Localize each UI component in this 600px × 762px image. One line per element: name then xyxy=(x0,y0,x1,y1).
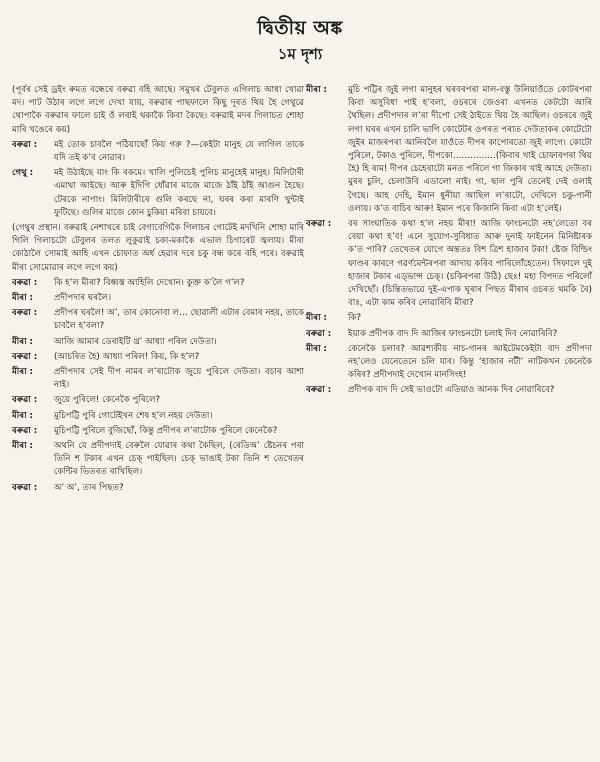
dialogue-line xyxy=(12,425,304,438)
speaker-name: বৰুৱা : xyxy=(12,395,38,406)
stage-direction-text: (গেথুৰ প্ৰস্থান। বৰুৱাই নেশাখৰে চাই বেগাবেগিকৈ গিলাচৰ গোটেই মদখিনি শোহা মাৰি গিলি গিলাচটো টেবুলৰ তলত লুকুৱাই চকা-মকাকৈ এভাল চিগাৰেট জ্বলায়। মীৰা কোঠালৈ সোমাই আহি এখন চোফাত অৰ্ধ হেৱাৰ দৰে চকু বন্ধ কৰে বহি পৰে। বৰুৱাই মীৰা সোমোৱাৰ লগে লগে কয়) xyxy=(12,223,304,273)
dialogue-line xyxy=(12,139,304,165)
dialogue-line xyxy=(306,343,592,383)
speaker-name: বৰুৱা : xyxy=(12,277,38,288)
dialogue-line xyxy=(12,394,304,407)
dialogue-text: মুচিপট্টি পুৰি গোটেইখন শেষ হ’ল নহয় দেউতা। xyxy=(54,410,213,421)
speaker-name: মীৰা : xyxy=(12,293,33,304)
dialogue-line xyxy=(12,292,304,305)
dialogue-text: মুচি পট্টিৰ জুই লগা মানুহৰ ঘৰবৰপৰা মাল-বস্তু উলিয়াওঁতে কোটৰপৰা কিবা অসুবিধা পাই হ’বলা, ওচৰৰে জেওৰা এখনত কেটটো আৰি থৈছিল। প্ৰদীপদাৰ ল’ৰা দীপো সেই ঠাইতে থিয় হৈ আছিল। ওচৰৰে জুই লগা ঘৰৰ এখন চালি ভাগি কোটেটৰ ওপৰত পৰাত দেউতাকৰ কোটেটো জুইৰ মাজৰপৰা আনিবলৈ যাওঁতে দীপৰ কাপোৰতো জুই লাগে। কোটো পুৰিলে, টকাও পুৰিলে, দীপকো……………(কিবাৰ খাই চোফাৰপৰা থিয় হৈ) হি ৰাম! দীপৰ চেহেৰাটো মনত পৰিলে গা জিকাৰ খাই আহে দেউতা। মুৰৰ চুলি, চেলাউবি এডালো নাই। গা, ছাল পুৰি তেনেই দেই ওলাই গৈছে। আহ দেহি, ইমান ধুনীয়া আছিল ল’ৰাটো, দেখিলে চকু-পানী ওলায়। ক’ত বাচিব আৰু! ইমান পৰে কিজানি কিবা এটা হ’লেই। xyxy=(348,85,592,214)
dialogue-text: কি হ’ল মীৰা? বিধ্বস্ত আহিলি দেখোন। কুক্ত ক’লৈ গ’ল? xyxy=(54,277,245,288)
dialogue-text: ইয়াক প্ৰদীপক বাদ দি আজিৰ ফাংচনটো চলাই দিব নোৱাৰিবি? xyxy=(348,328,558,339)
dialogue-text: বৰ সাংঘাতিক কথা হ’ল নহয় মীৰা! আজি ফাংচনটো নহ’লেতো বৰ বেয়া কথা হ’ব! এনে সুযোগ-সুবিধাত আৰু দুনাই ফাইনেন মিনিষ্টাৰক ক’ত পাবি? তেখেতৰ যোগে অন্ততঃ বিশ ত্ৰিশ হাজাৰ টকা! ষ্টেজ বিল্ডিং ফাণ্ডৰ কাৰণে গৱৰ্ণমেন্টৰপৰা আদায় কৰিব পাৰিলোঁহেতেন। সিফালে দুই হাজাৰ টকাৰ এড্ভান্স চেক্। (চকিৰপৰা উঠি) ছেঃ! মহা বিপদত পৰিলোঁ দেখিছোঁ। (চিন্তিতভাৱে দুই-এপাক ঘূৰাৰ পিছত মীৰাৰ ওচৰত থমকি ৰৈ) বাঃ, এটা কাম কৰিব নোৱাৰিবি মীৰা? xyxy=(348,219,592,309)
dialogue-text: প্ৰদীপদাৰ সেই দীপ নামৰ ল’ৰাটোক জুয়ে পুৰিলে দেউতা। বচাৰ আশা নাই। xyxy=(54,367,304,391)
dialogue-text: অথনি যে প্ৰদীপদাই বেৰুলৈ যোৱাৰ কথা কৈছিল, (ৰেডিঅ’ ষ্টেচনৰ পৰা তিনি শ টকাৰ এখন চেক্ পাইছিল। চেক্ ভাঙাই টকা তিনি শ তেখেতৰ কেন্টিৰ ভিতৰত ৰাখিছিল। xyxy=(54,441,304,478)
dialogue-text: আজি আমাৰ ডেৰাইটি খ্ৰ’ আধ্যা পৰিল দেউতা। xyxy=(54,336,217,347)
speaker-name: মীৰা : xyxy=(306,313,327,324)
dialogue-text: মুচিপট্টি পুৰিলে বুজিছোঁ, কিন্তু প্ৰদীপৰ ল’ৰাটোক পুৰিলে কেনেকৈ? xyxy=(54,425,278,436)
dialogue-text: মই উঠাইছে যাং কি ৰকমে। খালি পুলিচেই পুলিচ মানুহেই মানুহ। মিলিটাৰী এমাথা আইছে। আৰু ইদিগি ধোঁৱাৰ মাজে মাজে ঠাঁই ঠাঁই আগুন হৈছে। টেৰকে নাপাং। মিলিটাৰীৰে গুলি কৰছে না, ঘৰৰ কৰা মাৰণি খুন্টাই ফুটিছে। গুলিৰ মাজে কোন চুকিয়া মৰিবা চায়বে। xyxy=(54,168,304,218)
dialogue-line xyxy=(12,277,304,290)
speaker-name: বৰুৱা : xyxy=(12,139,38,150)
dialogue-text: প্ৰদীপৰ ঘৰলৈ! অ’, তাৰ কোনোবা ল… ছোৱালী এটাৰ বেমাৰ নহয়, তাকে চাবলৈ হ’বলা? xyxy=(54,308,304,332)
left-column xyxy=(12,84,304,497)
speaker-name: মীৰা : xyxy=(306,343,327,354)
dialogue-line xyxy=(306,384,592,397)
speaker-name: গেথু : xyxy=(12,168,34,179)
speaker-name: মীৰা : xyxy=(12,336,33,347)
dialogue-line xyxy=(12,336,304,349)
speaker-name: মীৰা : xyxy=(12,410,33,421)
speaker-name: বৰুৱা : xyxy=(12,425,38,436)
scene-title: ১ম দৃশ্য xyxy=(277,45,323,63)
stage-direction xyxy=(12,84,304,137)
dialogue-text: (আচৰিত হৈ) আধ্যা পৰিল! কিয়, কি হ’ল? xyxy=(54,351,200,362)
speaker-name: বৰুৱা : xyxy=(306,385,332,396)
speaker-name: বৰুৱা : xyxy=(12,482,38,493)
dialogue-text: প্ৰদীপক বাদ দি সেই ভাওটো এতিয়াও আনক দিব নোৱাৰিবে? xyxy=(348,385,555,396)
dialogue-text: জুয়ে পুৰিলে! কেনেকৈ পুৰিলে? xyxy=(54,395,161,406)
speaker-name: বৰুৱা : xyxy=(12,351,38,362)
dialogue-line xyxy=(12,167,304,220)
dialogue-line xyxy=(12,410,304,423)
dialogue-text: কি? xyxy=(348,313,362,324)
dialogue-line xyxy=(12,366,304,392)
speaker-name: মীৰা : xyxy=(12,367,33,378)
speaker-name: মীৰা : xyxy=(12,441,33,452)
dialogue-line xyxy=(12,351,304,364)
dialogue-text: প্ৰদীপদাৰ ঘৰলৈ। xyxy=(54,293,112,304)
dialogue-line xyxy=(306,218,592,310)
dialogue-line xyxy=(12,440,304,480)
dialogue-line xyxy=(12,307,304,333)
stage-direction-text: (পূৰ্বৰ সেই ড্ৰইং ৰুমত বন্ধেৰে বৰুৱা বহি আছে। সমুখৰ টেবুলত এগিলাচ আধা খোৱা মদ। পাট উঠাৰ লগে লগে দেখা যায়, বৰুৱাৰ পাছফালে কিছু দূৰত থিয় হৈ গেথুৱে থোপাকৈ বৰুৱাৰ ফালে চাই ওঁ লৰাই থকাকৈ কিবা কৈছে। বৰুৱাই মদৰ গিলাচত শোহা মাৰি খঙেৰে কয়) xyxy=(12,85,304,135)
dialogue-text: অ’ অ’, তাৰ পিছত? xyxy=(54,482,124,493)
speaker-name: বৰুৱা : xyxy=(306,219,332,230)
dialogue-line xyxy=(306,84,592,216)
speaker-name: বৰুৱা : xyxy=(12,308,38,319)
dialogue-line xyxy=(12,482,304,495)
act-title: দ্বিতীয় অঙ্ক xyxy=(257,17,343,39)
dialogue-line xyxy=(306,312,592,325)
speaker-name: মীৰা : xyxy=(306,85,327,95)
dialogue-line xyxy=(306,328,592,341)
dialogue-text: মই তোক চাবলৈ পঠিয়াছোঁ কিয় গরু ?—কেইটা মানুহ যে লাগিল তাকে যদি তই ক’ব নোৱাৰ। xyxy=(54,139,304,164)
right-column xyxy=(306,84,592,400)
dialogue-text: কেনেকৈ চলাব? আৱশ্যকীয় নাচ-গানৰ আইটেমকেইটা বাদ প্ৰদীপদা নহ’লেও যেনেতেনে চলি যাব। কিন্তু ‘হাজাৰ নটী’ নাটিকখন কেনেকৈ কৰিব? প্ৰদীপদাই দেখোন মানসিংহ! xyxy=(348,343,592,381)
speaker-name: বৰুৱা : xyxy=(306,328,332,339)
stage-direction xyxy=(12,222,304,275)
